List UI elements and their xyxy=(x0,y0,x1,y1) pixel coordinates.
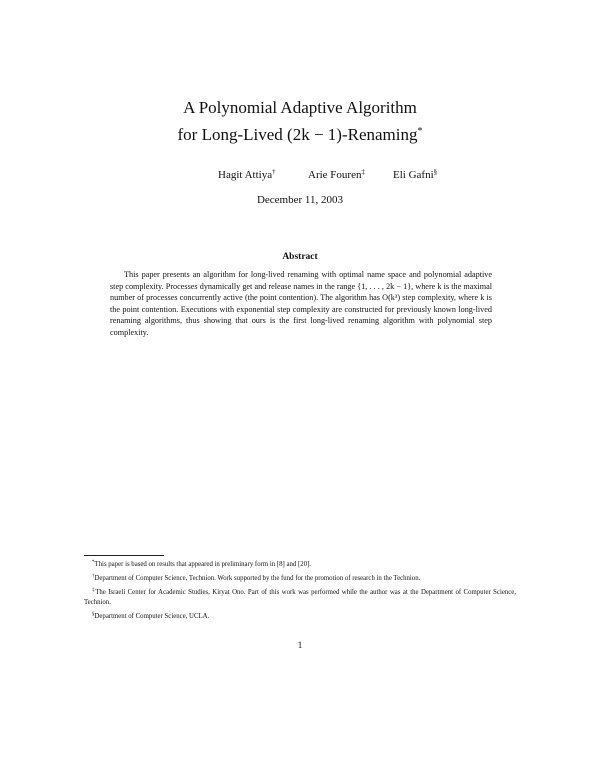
abstract-heading: Abstract xyxy=(282,252,318,262)
author-3 xyxy=(393,168,437,181)
title-footnote-mark: * xyxy=(417,126,423,137)
author-1 xyxy=(218,168,276,181)
footnote-1-text: This paper is based on results that appeared in preliminary form in [8] and [20]. xyxy=(94,561,311,568)
author-2 xyxy=(308,168,365,181)
author-1-name: Hagit Attiya xyxy=(218,169,273,181)
author-1-mark: † xyxy=(272,168,276,176)
author-3-mark: § xyxy=(433,168,438,176)
footnote-4-mark: § xyxy=(92,612,95,617)
abstract-text: This paper presents an algorithm for long-lived renaming with optimal name space and polynomial adaptive step complexity. Processes dynamically get and release names in the range {1, . . . , 2k − 1}, where k is the maximal number of processes concurrently active (the point contention). The algorithm has O(k³) step complexity, where k is the point contention. Executions with exponential step complexity are constructed for previously known long-lived renaming algorithms, thus showing that ours is the first long-lived renaming algorithm with polynomial step complexity. xyxy=(110,270,492,337)
title-line-1: A Polynomial Adaptive Algorithm xyxy=(183,98,417,117)
footnote-4 xyxy=(84,610,516,622)
footnote-3-text: The Israeli Center for Academic Studies, Kiryat Ono. Part of this work was performed while the author was at the Department of Computer Science, Technion. xyxy=(84,589,516,606)
footnote-1 xyxy=(84,558,516,570)
paper-title xyxy=(0,96,600,147)
footnote-2-mark: † xyxy=(92,574,95,579)
author-3-name: Eli Gafni xyxy=(393,169,434,181)
footnote-2-text: Department of Computer Science, Technion. Work supported by the fund for the promotion of research in the Technion. xyxy=(94,575,421,582)
footnotes xyxy=(84,558,516,624)
title-line-2-text: for Long-Lived (2k − 1)-Renaming xyxy=(177,125,418,144)
paper-date: December 11, 2003 xyxy=(256,194,344,206)
author-2-name: Arie Fouren xyxy=(308,169,362,181)
footnote-rule xyxy=(84,555,164,556)
footnote-2 xyxy=(84,572,516,584)
author-2-mark: ‡ xyxy=(361,168,365,176)
page-number: 1 xyxy=(297,640,303,650)
footnote-3 xyxy=(84,586,516,608)
footnote-3-mark: ‡ xyxy=(92,588,96,593)
title-line-2 xyxy=(0,120,600,147)
footnote-1-mark: * xyxy=(92,560,95,565)
footnote-4-text: Department of Computer Science, UCLA. xyxy=(94,613,210,620)
